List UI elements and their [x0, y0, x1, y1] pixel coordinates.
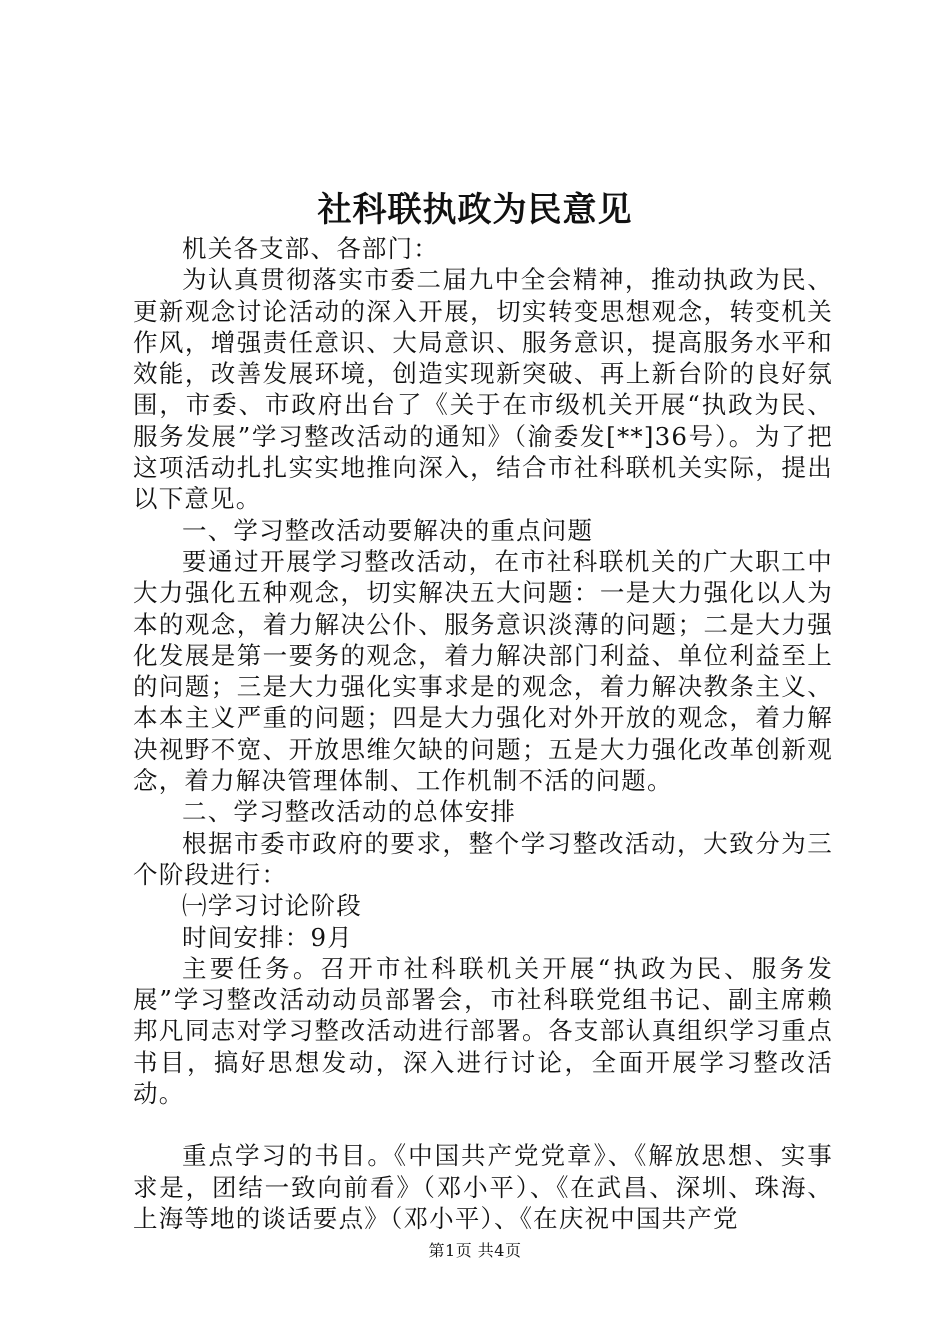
salutation: 机关各支部、各部门： — [182, 234, 439, 263]
page-footer: 第1页 共4页 — [428, 1241, 522, 1260]
paragraph-gap — [133, 1109, 833, 1140]
section-heading-1: 一、学习整改活动要解决的重点问题 — [182, 515, 594, 545]
main-tasks-paragraph: 主要任务。召开市社科联机关开展“执政为民、服务发展”学习整改活动动员部署会，市社科联党组书记、副主席赖邦凡同志对学习整改活动进行部署。各支部认真组织学习重点书目，搞好思想发动，深入进行讨论，全面开展学习整改活动。 — [133, 953, 833, 1109]
schedule-line: 时间安排：9月 — [182, 922, 353, 952]
section-2-paragraph: 根据市委市政府的要求，整个学习整改活动，大致分为三个阶段进行： — [133, 828, 833, 889]
intro-paragraph: 为认真贯彻落实市委二届九中全会精神，推动执政为民、更新观念讨论活动的深入开展，切实转变思想观念，转变机关作风，增强责任意识、大局意识、服务意识，提高服务水平和效能，改善发展环境，创造实现新突破、再上新台阶的良好氛围，市委、市政府出台了《关于在市级机关开展“执政为民、服务发展”学习整改活动的通知》（渝委发[**]36号）。为了把这项活动扎扎实实地推向深入，结合市社科联机关实际，提出以下意见。 — [133, 265, 833, 514]
document-title: 社科联执政为民意见 — [317, 190, 633, 230]
document-body — [133, 233, 833, 1234]
section-heading-2: 二、学习整改活动的总体安排 — [182, 797, 517, 827]
reading-list-paragraph: 重点学习的书目。《中国共产党党章》、《解放思想、实事求是，团结一致向前看》（邓小平）、《在武昌、深圳、珠海、上海等地的谈话要点》（邓小平）、《在庆祝中国共产党 — [133, 1141, 833, 1233]
section-1-paragraph: 要通过开展学习整改活动，在市社科联机关的广大职工中大力强化五种观念，切实解决五大问题：一是大力强化以人为本的观念，着力解决公仆、服务意识淡薄的问题；二是大力强化发展是第一要务的观念，着力解决部门利益、单位利益至上的问题；三是大力强化实事求是的观念，着力解决教条主义、本本主义严重的问题；四是大力强化对外开放的观念，着力解决视野不宽、开放思维欠缺的问题；五是大力强化改革创新观念，着力解决管理体制、工作机制不活的问题。 — [133, 546, 833, 796]
stage-1-heading: ㈠学习讨论阶段 — [182, 891, 362, 921]
